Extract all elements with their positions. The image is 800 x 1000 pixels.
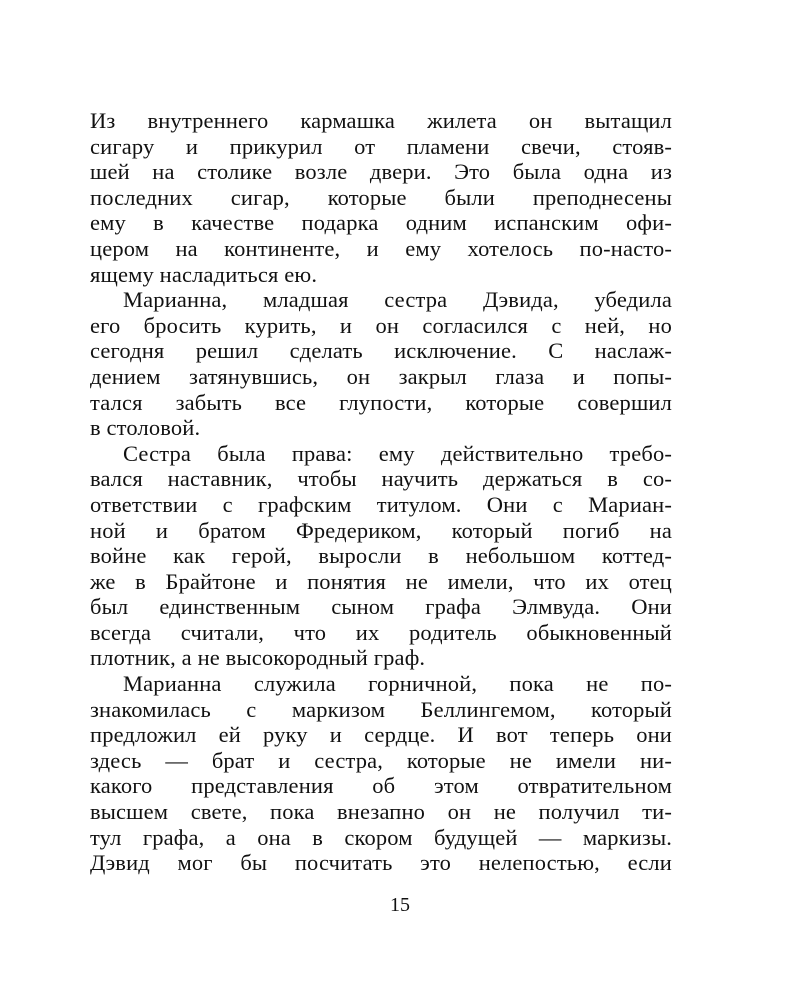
paragraph bbox=[90, 441, 672, 671]
text-line: ящему насладиться ею. bbox=[90, 261, 318, 287]
text-line: сигару и прикурил от пламени свечи, стояв- bbox=[90, 133, 672, 159]
text-line: всегда считали, что их родитель обыкновенный bbox=[90, 619, 672, 645]
page-number: 15 bbox=[390, 894, 410, 916]
text-line: плотник, а не высокородный граф. bbox=[90, 645, 426, 671]
text-line: его бросить курить, и он согласился с ней, но bbox=[90, 312, 672, 338]
text-line: знакомилась с маркизом Беллингемом, который bbox=[90, 696, 672, 722]
text-line: ной и братом Фредериком, который погиб на bbox=[90, 517, 672, 543]
text-line: Марианна, младшая сестра Дэвида, убедила bbox=[123, 287, 672, 313]
text-line: ответствии с графским титулом. Они с Мариан- bbox=[90, 491, 672, 517]
paragraph bbox=[90, 671, 672, 876]
text-line: Из внутреннего кармашка жилета он вытащил bbox=[90, 108, 672, 133]
text-line: тул графа, а она в скором будущей — маркизы. bbox=[90, 824, 672, 850]
text-line: цером на континенте, и ему хотелось по-насто- bbox=[90, 235, 672, 261]
paragraph bbox=[90, 287, 672, 441]
text-line: был единственным сыном графа Элмвуда. Они bbox=[90, 594, 672, 620]
text-line: высшем свете, пока внезапно он не получил ти- bbox=[90, 799, 672, 825]
text-line: предложил ей руку и сердце. И вот теперь они bbox=[90, 722, 672, 748]
text-line: Марианна служила горничной, пока не по- bbox=[123, 671, 672, 697]
text-line: здесь — брат и сестра, которые не имели ни- bbox=[90, 747, 672, 773]
page-text bbox=[90, 108, 672, 876]
text-line: ему в качестве подарка одним испанским офи- bbox=[90, 210, 672, 236]
text-line: тался забыть все глупости, которые совершил bbox=[90, 389, 672, 415]
text-line: шей на столике возле двери. Это была одна из bbox=[90, 159, 672, 185]
text-line: в столовой. bbox=[90, 415, 201, 441]
text-line: последних сигар, которые были преподнесены bbox=[90, 184, 672, 210]
text-line: войне как герой, выросли в небольшом коттед- bbox=[90, 543, 672, 569]
text-line: какого представления об этом отвратительном bbox=[90, 773, 672, 799]
text-line: сегодня решил сделать исключение. С наслаж- bbox=[90, 338, 672, 364]
paragraph bbox=[90, 108, 672, 287]
text-line: Дэвид мог бы посчитать это нелепостью, если bbox=[90, 850, 672, 876]
text-line: Сестра была права: ему действительно требо- bbox=[123, 440, 672, 466]
text-line: вался наставник, чтобы научить держаться в со- bbox=[90, 466, 672, 492]
text-line: дением затянувшись, он закрыл глаза и попы- bbox=[90, 363, 672, 389]
text-line: же в Брайтоне и понятия не имели, что их отец bbox=[90, 568, 672, 594]
